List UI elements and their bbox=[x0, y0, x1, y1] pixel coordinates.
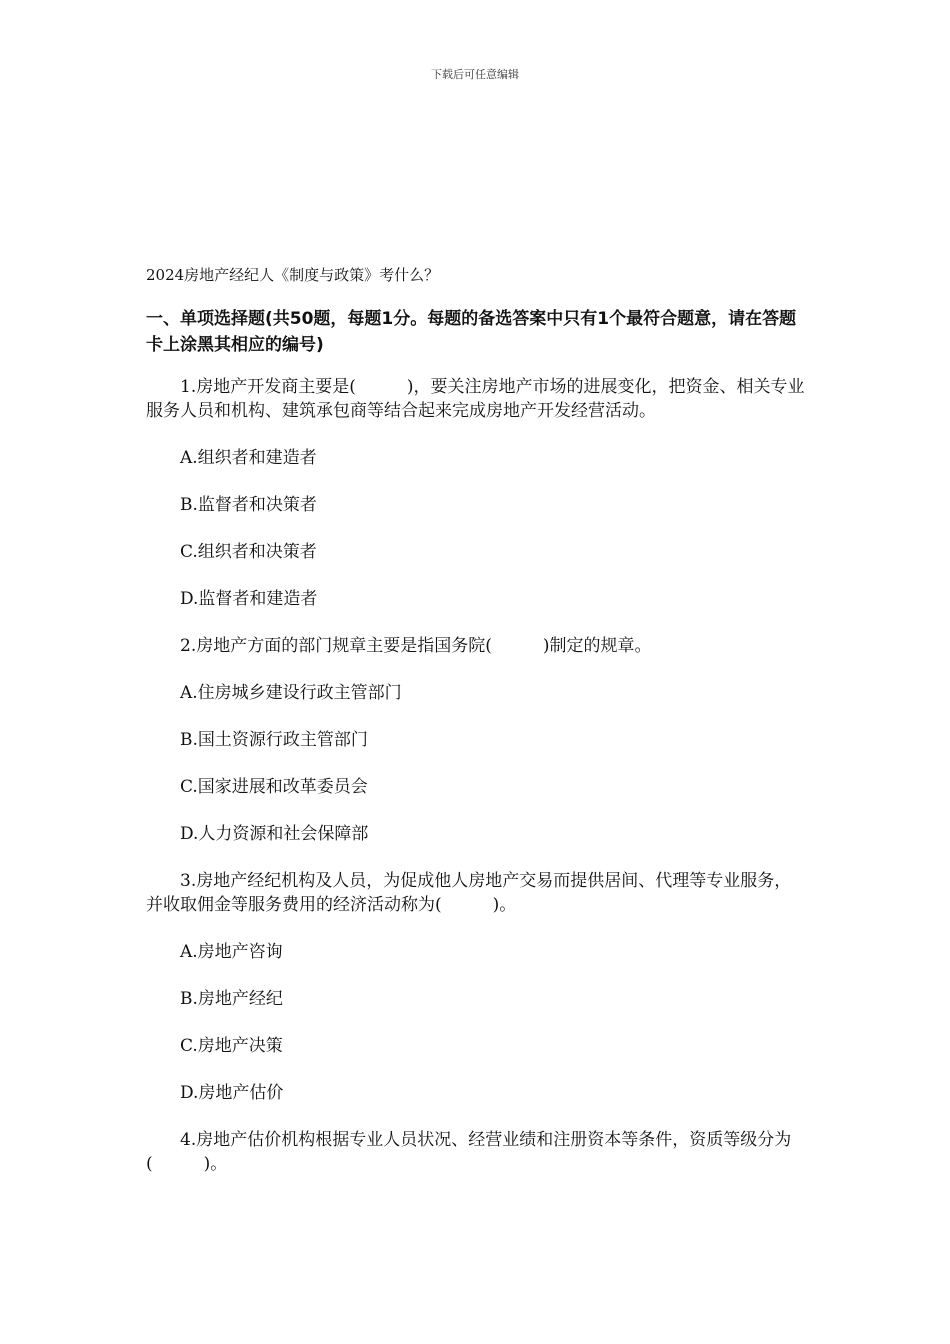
option-b: B.监督者和决策者 bbox=[180, 495, 317, 515]
document-body bbox=[146, 264, 806, 1199]
option-d: D.人力资源和社会保障部 bbox=[180, 824, 369, 844]
option-b: B.房地产经纪 bbox=[180, 989, 283, 1009]
option-a: A.住房城乡建设行政主管部门 bbox=[180, 683, 402, 703]
question-1 bbox=[146, 375, 806, 611]
question-stem: 2.房地产方面的部门规章主要是指国务院( )制定的规章。 bbox=[180, 636, 652, 656]
option-a: A.房地产咨询 bbox=[180, 942, 283, 962]
question-stem: 4.房地产估价机构根据专业人员状况、经营业绩和注册资本等条件，资质等级分为( )。 bbox=[146, 1130, 792, 1174]
question-2 bbox=[146, 634, 806, 846]
option-d: D.监督者和建造者 bbox=[180, 589, 318, 609]
section-heading: 一、单项选择题(共50题，每题1分。每题的备选答案中只有1个最符合题意，请在答题卡上涂黑其相应的编号) bbox=[146, 309, 797, 355]
header-note: 下载后可任意编辑 bbox=[431, 68, 519, 81]
question-3 bbox=[146, 869, 806, 1105]
question-stem: 3.房地产经纪机构及人员，为促成他人房地产交易而提供居间、代理等专业服务，并收取佣金等服务费用的经济活动称为( )。 bbox=[146, 871, 792, 915]
document-title: 2024房地产经纪人《制度与政策》考什么？ bbox=[146, 266, 440, 284]
option-d: D.房地产估价 bbox=[180, 1083, 284, 1103]
question-stem: 1.房地产开发商主要是( )，要关注房地产市场的进展变化，把资金、相关专业服务人员和机构、建筑承包商等结合起来完成房地产开发经营活动。 bbox=[146, 377, 805, 421]
option-b: B.国土资源行政主管部门 bbox=[180, 730, 368, 750]
option-c: C.国家进展和改革委员会 bbox=[180, 777, 368, 797]
option-a: A.组织者和建造者 bbox=[180, 448, 317, 468]
question-4 bbox=[146, 1128, 806, 1176]
option-c: C.房地产决策 bbox=[180, 1036, 283, 1056]
option-c: C.组织者和决策者 bbox=[180, 542, 317, 562]
